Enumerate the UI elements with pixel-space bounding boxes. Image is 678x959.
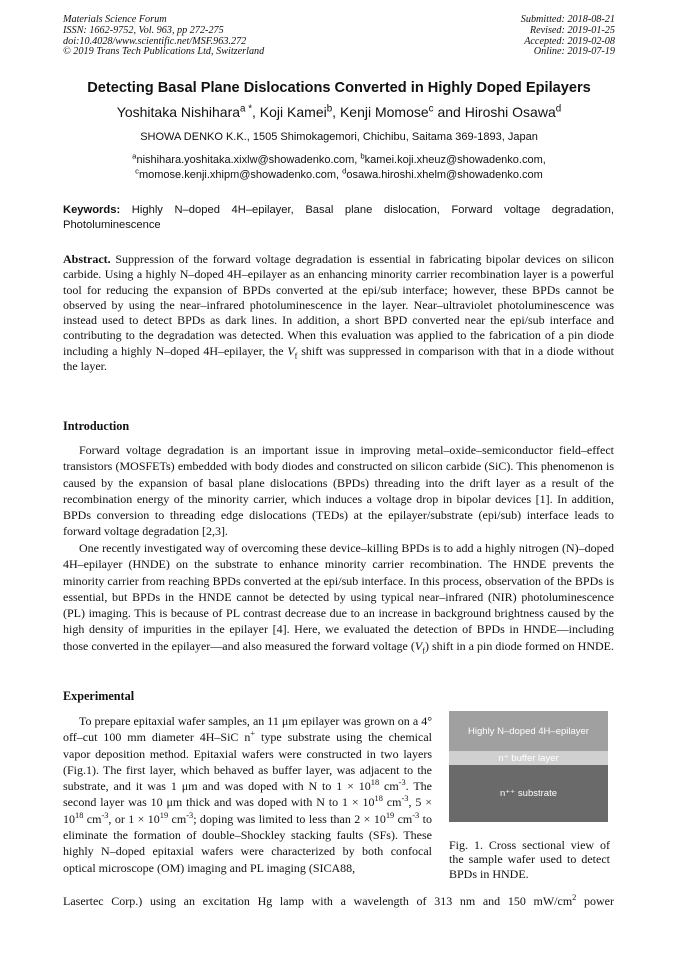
author-emails bbox=[0, 153, 678, 182]
journal-header bbox=[63, 15, 264, 58]
issn-line: ISSN: 1662-9752, Vol. 963, pp 272-275 bbox=[63, 24, 224, 36]
buffer-layer-label: n⁺ buffer layer bbox=[498, 752, 559, 764]
epilayer-band bbox=[449, 711, 608, 751]
epilayer-label: Highly N–doped 4H–epilayer bbox=[468, 725, 589, 737]
intro-paragraph-1: Forward voltage degradation is an important issue in improving metal–oxide–semiconductor field–effect transistors (MOSFETs) embedded with body diodes and constructed on silicon carbide (SiC). This phenomenon is caused by the expansion of basal plane dislocations (BPDs) threading into the drift layer as a result of the recombination energy of the minority carrier, which induces a voltage drop in bipolar devices [1]. In addition, BPDs conversion to threading edge dislocations (TEDs) at the epilayer/substrate (epi/sub) interface leads to forward voltage degradation [2,3]. bbox=[63, 443, 614, 539]
online-date: Online: 2019-07-19 bbox=[533, 46, 615, 58]
keywords bbox=[63, 203, 614, 232]
author-sup: d bbox=[555, 103, 562, 115]
figure-1-cross-section bbox=[449, 711, 608, 822]
email-address: osawa.hiroshi.xhelm@showadenko.com bbox=[346, 168, 543, 181]
paper-title: Detecting Basal Plane Dislocations Converted in Highly Doped Epilayers bbox=[87, 80, 591, 96]
copyright-line: © 2019 Trans Tech Publications Ltd, Switzerland bbox=[63, 46, 265, 58]
author-name: Kenji Momose bbox=[339, 104, 429, 120]
author-sup: b bbox=[326, 103, 333, 115]
author-name: Hiroshi Osawa bbox=[464, 104, 556, 120]
intro-paragraph-2: One recently investigated way of overcoming these device–killing BPDs is to add a highly nitrogen (N)–doped 4H–epilayer (HNDE) on the substrate to enhance minority carrier recombination. The HNDE prevents the minority carrier from reaching BPDs converted at the epi/sub interface. In this process, observation of the BPDs is essential, but BPDs in the HNDE cannot be detected by using typical near–infrared (NIR) photoluminescence (PL) imaging. This is because of PL contrast decrease due to an increase in background brightness caused by the high density of impurities in the epilayer [4]. Here, we evaluated the detection of BPDs in HNDE—including those converted in the epilayer—and also measured the forward voltage $(V_f)$ shift in a pin diode formed on HNDE. bbox=[63, 541, 614, 656]
substrate-label: n⁺⁺ substrate bbox=[499, 788, 558, 799]
email-line: $^a$nishihara.yoshitaka.xixlw@showadenko.com, $^b$kamei.koji.xheuz@showadenko.com, bbox=[132, 151, 546, 166]
keywords-text: Highly N–doped 4H–epilayer, Basal plane dislocation, Forward voltage degradation, Photoluminescence bbox=[63, 204, 614, 231]
author-name: Yoshitaka Nishihara bbox=[116, 104, 241, 120]
doi-line: doi:10.4028/www.scientific.net/MSF.963.272 bbox=[63, 35, 247, 47]
email-address: kamei.koji.xheuz@showadenko.com, bbox=[364, 154, 546, 166]
keywords-label: Keywords: bbox=[63, 204, 121, 216]
author-sup: a * bbox=[240, 103, 253, 115]
submitted-date: Submitted: 2018-08-21 bbox=[520, 14, 615, 25]
author-name: Koji Kamei bbox=[259, 104, 327, 120]
revised-date: Revised: 2019-01-25 bbox=[529, 24, 615, 36]
buffer-layer-band bbox=[449, 751, 608, 765]
accepted-date: Accepted: 2019-02-08 bbox=[524, 35, 615, 47]
author-sup: c bbox=[428, 103, 434, 115]
experimental-continuation: Lasertec Corp.) using an excitation Hg lamp with a wavelength of 313 nm and 150 $mW/cm^2$ power bbox=[63, 893, 614, 908]
experimental-paragraph: To prepare epitaxial wafer samples, an 11 μm epilayer was grown on a 4° off–cut 100 mm diameter 4H–SiC n+ type substrate using the chemical vapor deposition method. Epitaxial wafers were constructed in two layers (Fig.1). The first layer, which behaved as buffer layer, was adjacent to the substrate, and it was 1 μm and was doped with N to $1 \times 10^{18}$ $cm^{-3}$. The second layer was 10 μm thick and was doped with N to $1 \times 10^{18}$ $cm^{-3}$, $5 \times 10^{18}$ $cm^{-3}$, or $1 \times 10^{19}$ $cm^{-3}$; doping was limited to less than $2 \times 10^{19}$ $cm^{-3}$ to eliminate the formation of double–Shockley stacking faults (SFs). These highly N–doped epitaxial wafers were characterized by both confocal optical microscope (OM) imaging and PL imaging (SICA88, bbox=[63, 714, 432, 875]
section-heading-experimental: Experimental bbox=[63, 689, 135, 703]
figure-1-caption: Fig. 1. Cross sectional view of the sample wafer used to detect BPDs in HNDE. bbox=[449, 838, 610, 881]
abstract-label: Abstract. bbox=[63, 252, 111, 266]
abstract: Abstract. Suppression of the forward voltage degradation is essential in fabricating bipolar devices on silicon carbide. Using a highly N–doped 4H–epilayer as an enhancing minority carrier recombination layer is a powerful tool for reducing the expansion of BPDs converted at the epi/sub interface; however, these BPDs cannot be observed by using the near–infrared photoluminescence in the layer. Near–ultraviolet photoluminescence was instead used to detect BPDs as dark lines. In addition, a short BPD converted near the epi/sub interface and contributing to the degradation was detected. When this evaluation was applied to the fabrication of a pin diode including a highly N–doped 4H–epilayer, the $V_f$ shift was suppressed in comparison with that in a diode without the layer. bbox=[63, 252, 614, 374]
journal-name: Materials Science Forum bbox=[63, 14, 167, 25]
email-address: nishihara.yoshitaka.xixlw@showadenko.com, bbox=[136, 154, 361, 166]
substrate-band bbox=[449, 765, 608, 822]
email-address: momose.kenji.xhipm@showadenko.com, bbox=[138, 168, 343, 181]
affiliation: SHOWA DENKO K.K., 1505 Shimokagemori, Chichibu, Saitama 369-1893, Japan bbox=[140, 131, 538, 143]
email-line: $^c$momose.kenji.xhipm@showadenko.com, $^d$osawa.hiroshi.xhelm@showadenko.com bbox=[135, 165, 543, 181]
author-list: Yoshitaka Nishihara$^{a *}$, Koji Kamei$^b$, Kenji Momose$^c$ and Hiroshi Osawa$^d$ bbox=[116, 103, 562, 120]
section-heading-introduction: Introduction bbox=[63, 419, 130, 433]
dates-header bbox=[521, 15, 615, 58]
